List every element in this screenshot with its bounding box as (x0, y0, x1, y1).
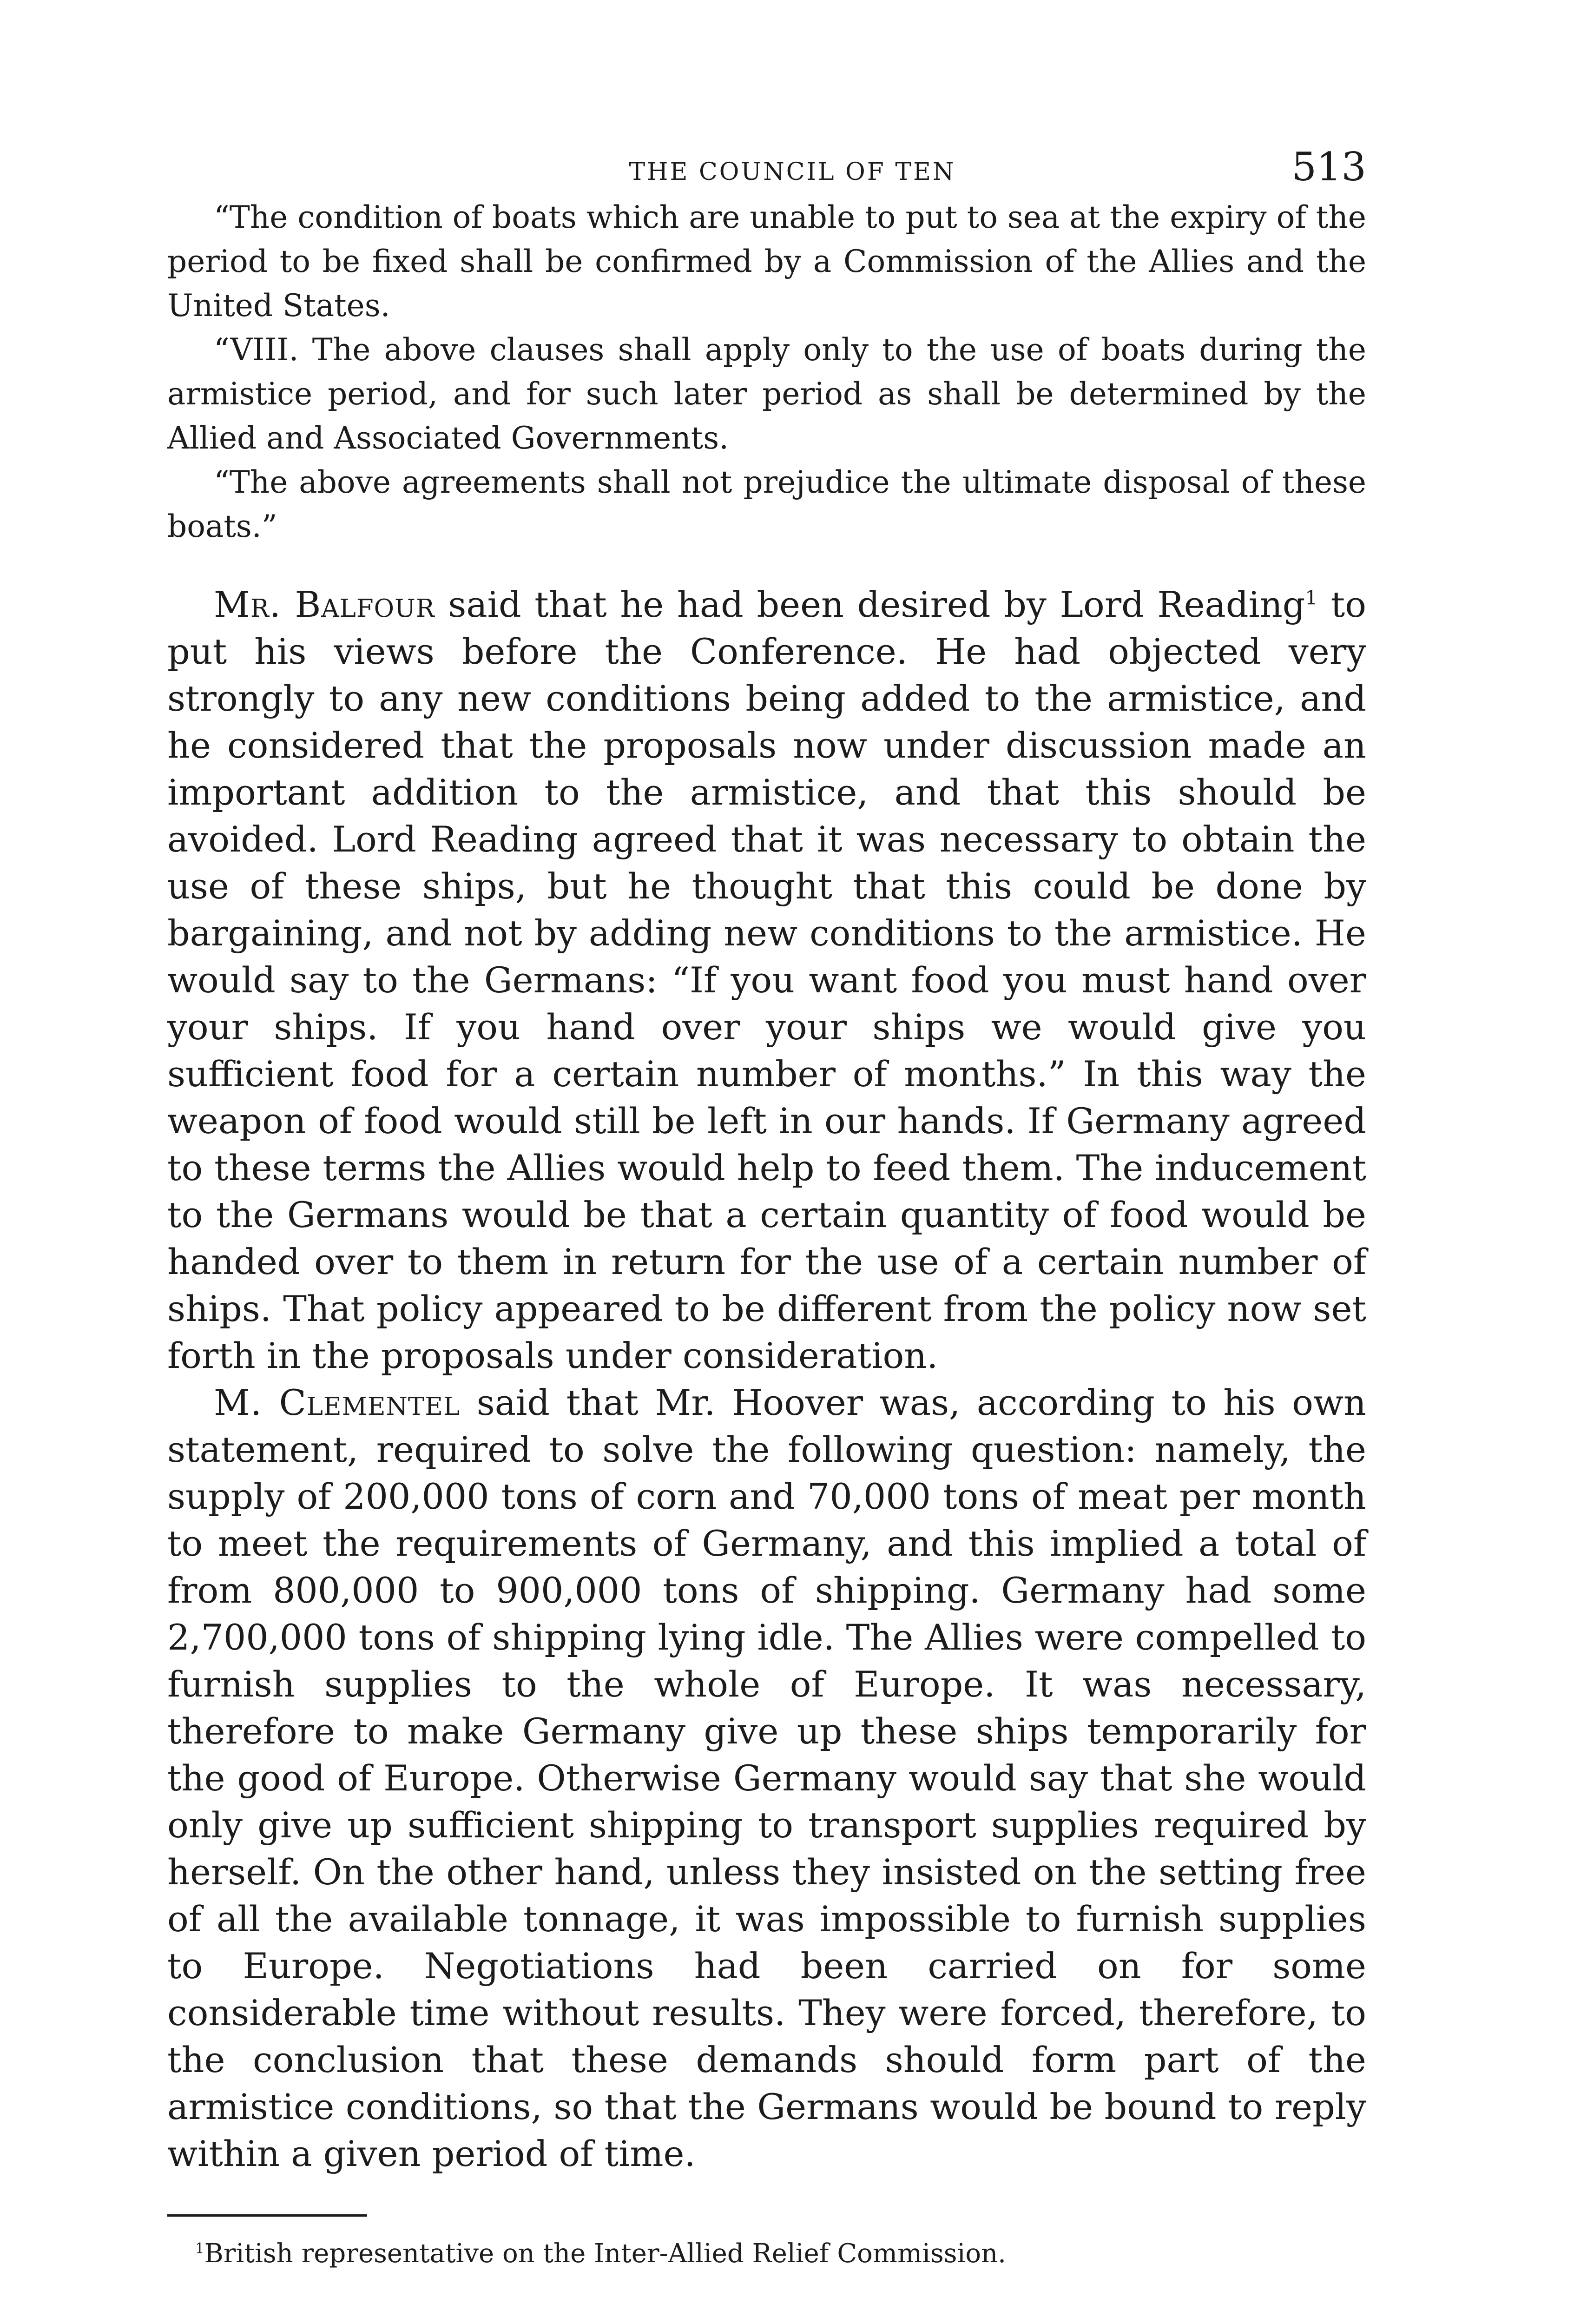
footnote (167, 2235, 1366, 2272)
document-page (167, 139, 1366, 2272)
paragraph-text: to put his views before the Conference. He had objected very strongly to any new conditions being added to the armistice, and he considered that the proposals now under discussion made an important addition to the armistice, and that this should be avoided. Lord Reading agreed that it was necessary to obtain the use of these ships, but he thought that this could be done by bargaining, and not by adding new conditions to the armistice. He would say to the Germans: “If you want food you must hand over your ships. If you hand over your ships we would give you sufficient food for a certain number of months.” In this way the weapon of food would still be left in our hands. If Germany agreed to these terms the Allies would help to feed them. The inducement to the Germans would be that a certain quantity of food would be handed over to them in return for the use of a certain number of ships. That policy appeared to be different from the policy now set forth in the proposals under consideration. (167, 584, 1366, 1376)
footnote-reference: 1 (1305, 586, 1318, 609)
quote-paragraph: “VIII. The above clauses shall apply only to the use of boats during the armistice period, and for such later period as shall be determined by the Allied and Associated Governments. (167, 332, 1366, 456)
quote-paragraph: “The above agreements shall not prejudice the ultimate disposal of these boats.” (167, 464, 1366, 544)
footnote-divider (167, 2214, 367, 2217)
footnote-mark: 1 (195, 2240, 204, 2257)
quoted-clauses (167, 195, 1366, 548)
running-title: THE COUNCIL OF TEN (629, 158, 956, 186)
quote-paragraph: “The condition of boats which are unable to put to sea at the expiry of the period to be fixed shall be confirmed by a Commission of the Allies and the United States. (167, 199, 1366, 324)
body-text (167, 581, 1366, 2177)
speaker-name: Mr. Balfour (214, 584, 435, 625)
page-number: 513 (1291, 144, 1366, 190)
running-head (167, 139, 1366, 195)
footnote-text: British representative on the Inter-Allied Relief Commission. (204, 2238, 1006, 2269)
body-paragraph (167, 581, 1366, 1379)
paragraph-text: said that Mr. Hoover was, according to his own statement, required to solve the following question: namely, the supply of 200,000 tons of corn and 70,000 tons of meat per month to meet the requirements of Germany, and this implied a total of from 800,000 to 900,000 tons of shipping. Germany had some 2,700,000 tons of shipping lying idle. The Allies were compelled to furnish supplies to the whole of Europe. It was necessary, therefore to make Germany give up these ships temporarily for the good of Europe. Otherwise Germany would say that she would only give up sufficient shipping to transport supplies required by herself. On the other hand, unless they insisted on the setting free of all the available tonnage, it was impossible to furnish supplies to Europe. Negotiations had been carried on for some considerable time without results. They were forced, therefore, to the conclusion that these demands should form part of the armistice conditions, so that the Germans would be bound to reply within a given period of time. (167, 1382, 1366, 2174)
body-paragraph (167, 1379, 1366, 2177)
paragraph-text: said that he had been desired by Lord Reading (435, 584, 1305, 625)
speaker-name: M. Clementel (214, 1382, 461, 1423)
